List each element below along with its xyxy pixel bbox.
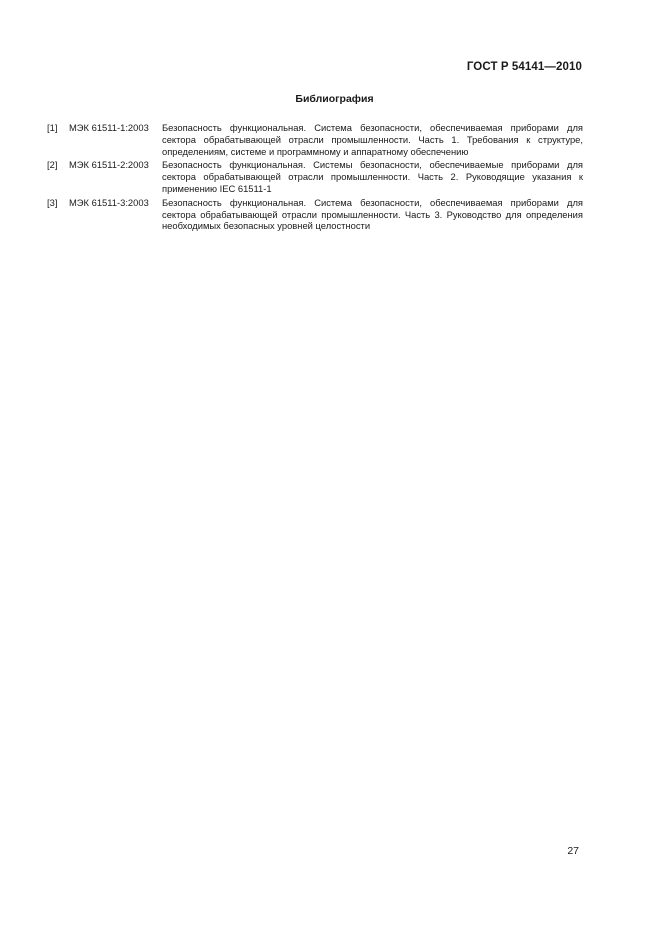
reference-text: Безопасность функциональная. Системы безопасности, обеспечиваемые приборами для сектора обрабатывающей отрасли промышленности. Часть 2. Руководящие указания к применению IEC 61511-1 <box>162 159 583 194</box>
reference-text: Безопасность функциональная. Система безопасности, обеспечиваемая приборами для сектора обрабатывающей отрасли промышленности. Часть 1. Требования к структуре, определениям, системе и программному и аппаратному обеспечению <box>162 122 583 157</box>
reference-code: МЭК 61511-2:2003 <box>69 159 149 171</box>
page-number: 27 <box>567 845 579 857</box>
reference-number: [3] <box>47 196 58 208</box>
reference-code: МЭК 61511-1:2003 <box>69 122 149 133</box>
reference-item <box>47 159 583 194</box>
reference-item <box>47 122 583 157</box>
reference-number: [2] <box>47 159 58 171</box>
reference-code: МЭК 61511-3:2003 <box>69 196 149 208</box>
section-title: Библиография <box>295 93 374 105</box>
reference-text: Безопасность функциональная. Система безопасности, обеспечиваемая приборами для сектора обрабатывающей отрасли промышленности. Часть 3. Руководство для определения необходимых безопасных уровней целостности <box>162 196 583 232</box>
reference-list <box>47 122 583 234</box>
reference-item <box>47 197 583 232</box>
reference-number: [1] <box>47 122 58 133</box>
document-code: ГОСТ Р 54141—2010 <box>466 61 582 73</box>
